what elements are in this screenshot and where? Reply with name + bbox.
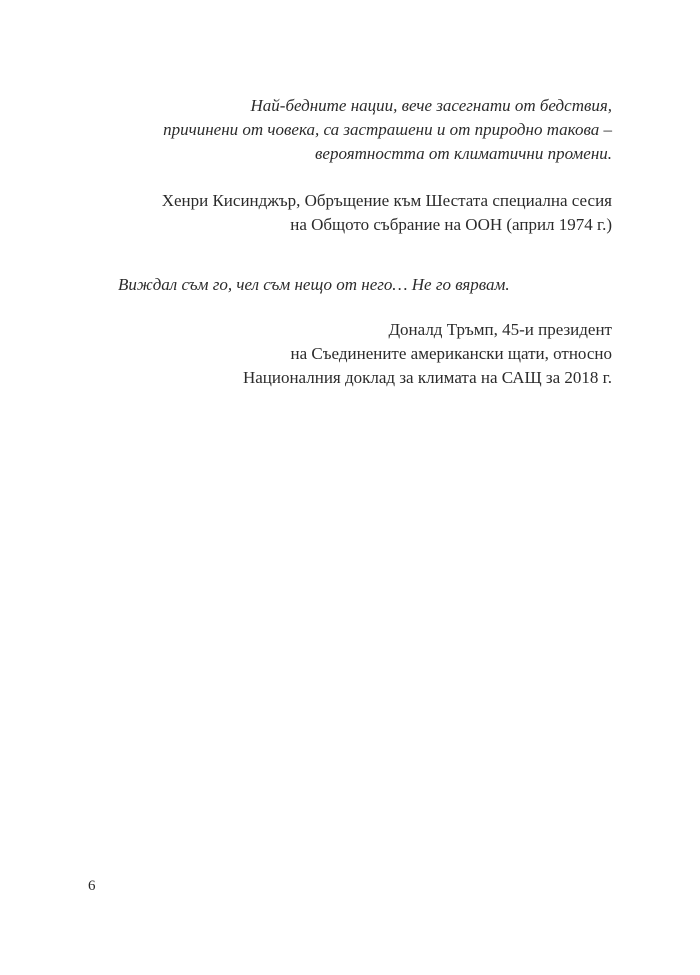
attribution-line: Хенри Кисинджър, Обръщение към Шестата специална сесия <box>161 191 612 210</box>
page-number: 6 <box>88 878 96 894</box>
epigraph-quote-line: Най-бедните нации, вече засегнати от бедствия, <box>250 96 612 115</box>
attribution-line: на Съединените американски щати, относно <box>290 344 612 363</box>
epigraph-quote-2 <box>118 273 510 297</box>
epigraph-quote-1 <box>163 94 612 166</box>
epigraph-quote-line: вероятността от климатични промени. <box>315 144 612 163</box>
epigraph-attribution-1 <box>162 189 612 237</box>
epigraph-attribution-2 <box>243 318 612 390</box>
epigraph-quote-line: причинени от човека, са застрашени и от природно такова – <box>163 120 612 139</box>
epigraph-quote-line: Виждал съм го, чел съм нещо от него… Не го вярвам. <box>118 275 510 294</box>
attribution-line: на Общото събрание на ООН (април 1974 г.) <box>290 215 612 234</box>
attribution-line: Националния доклад за климата на САЩ за 2018 г. <box>242 368 612 387</box>
attribution-line: Доналд Тръмп, 45-и президент <box>388 320 612 339</box>
